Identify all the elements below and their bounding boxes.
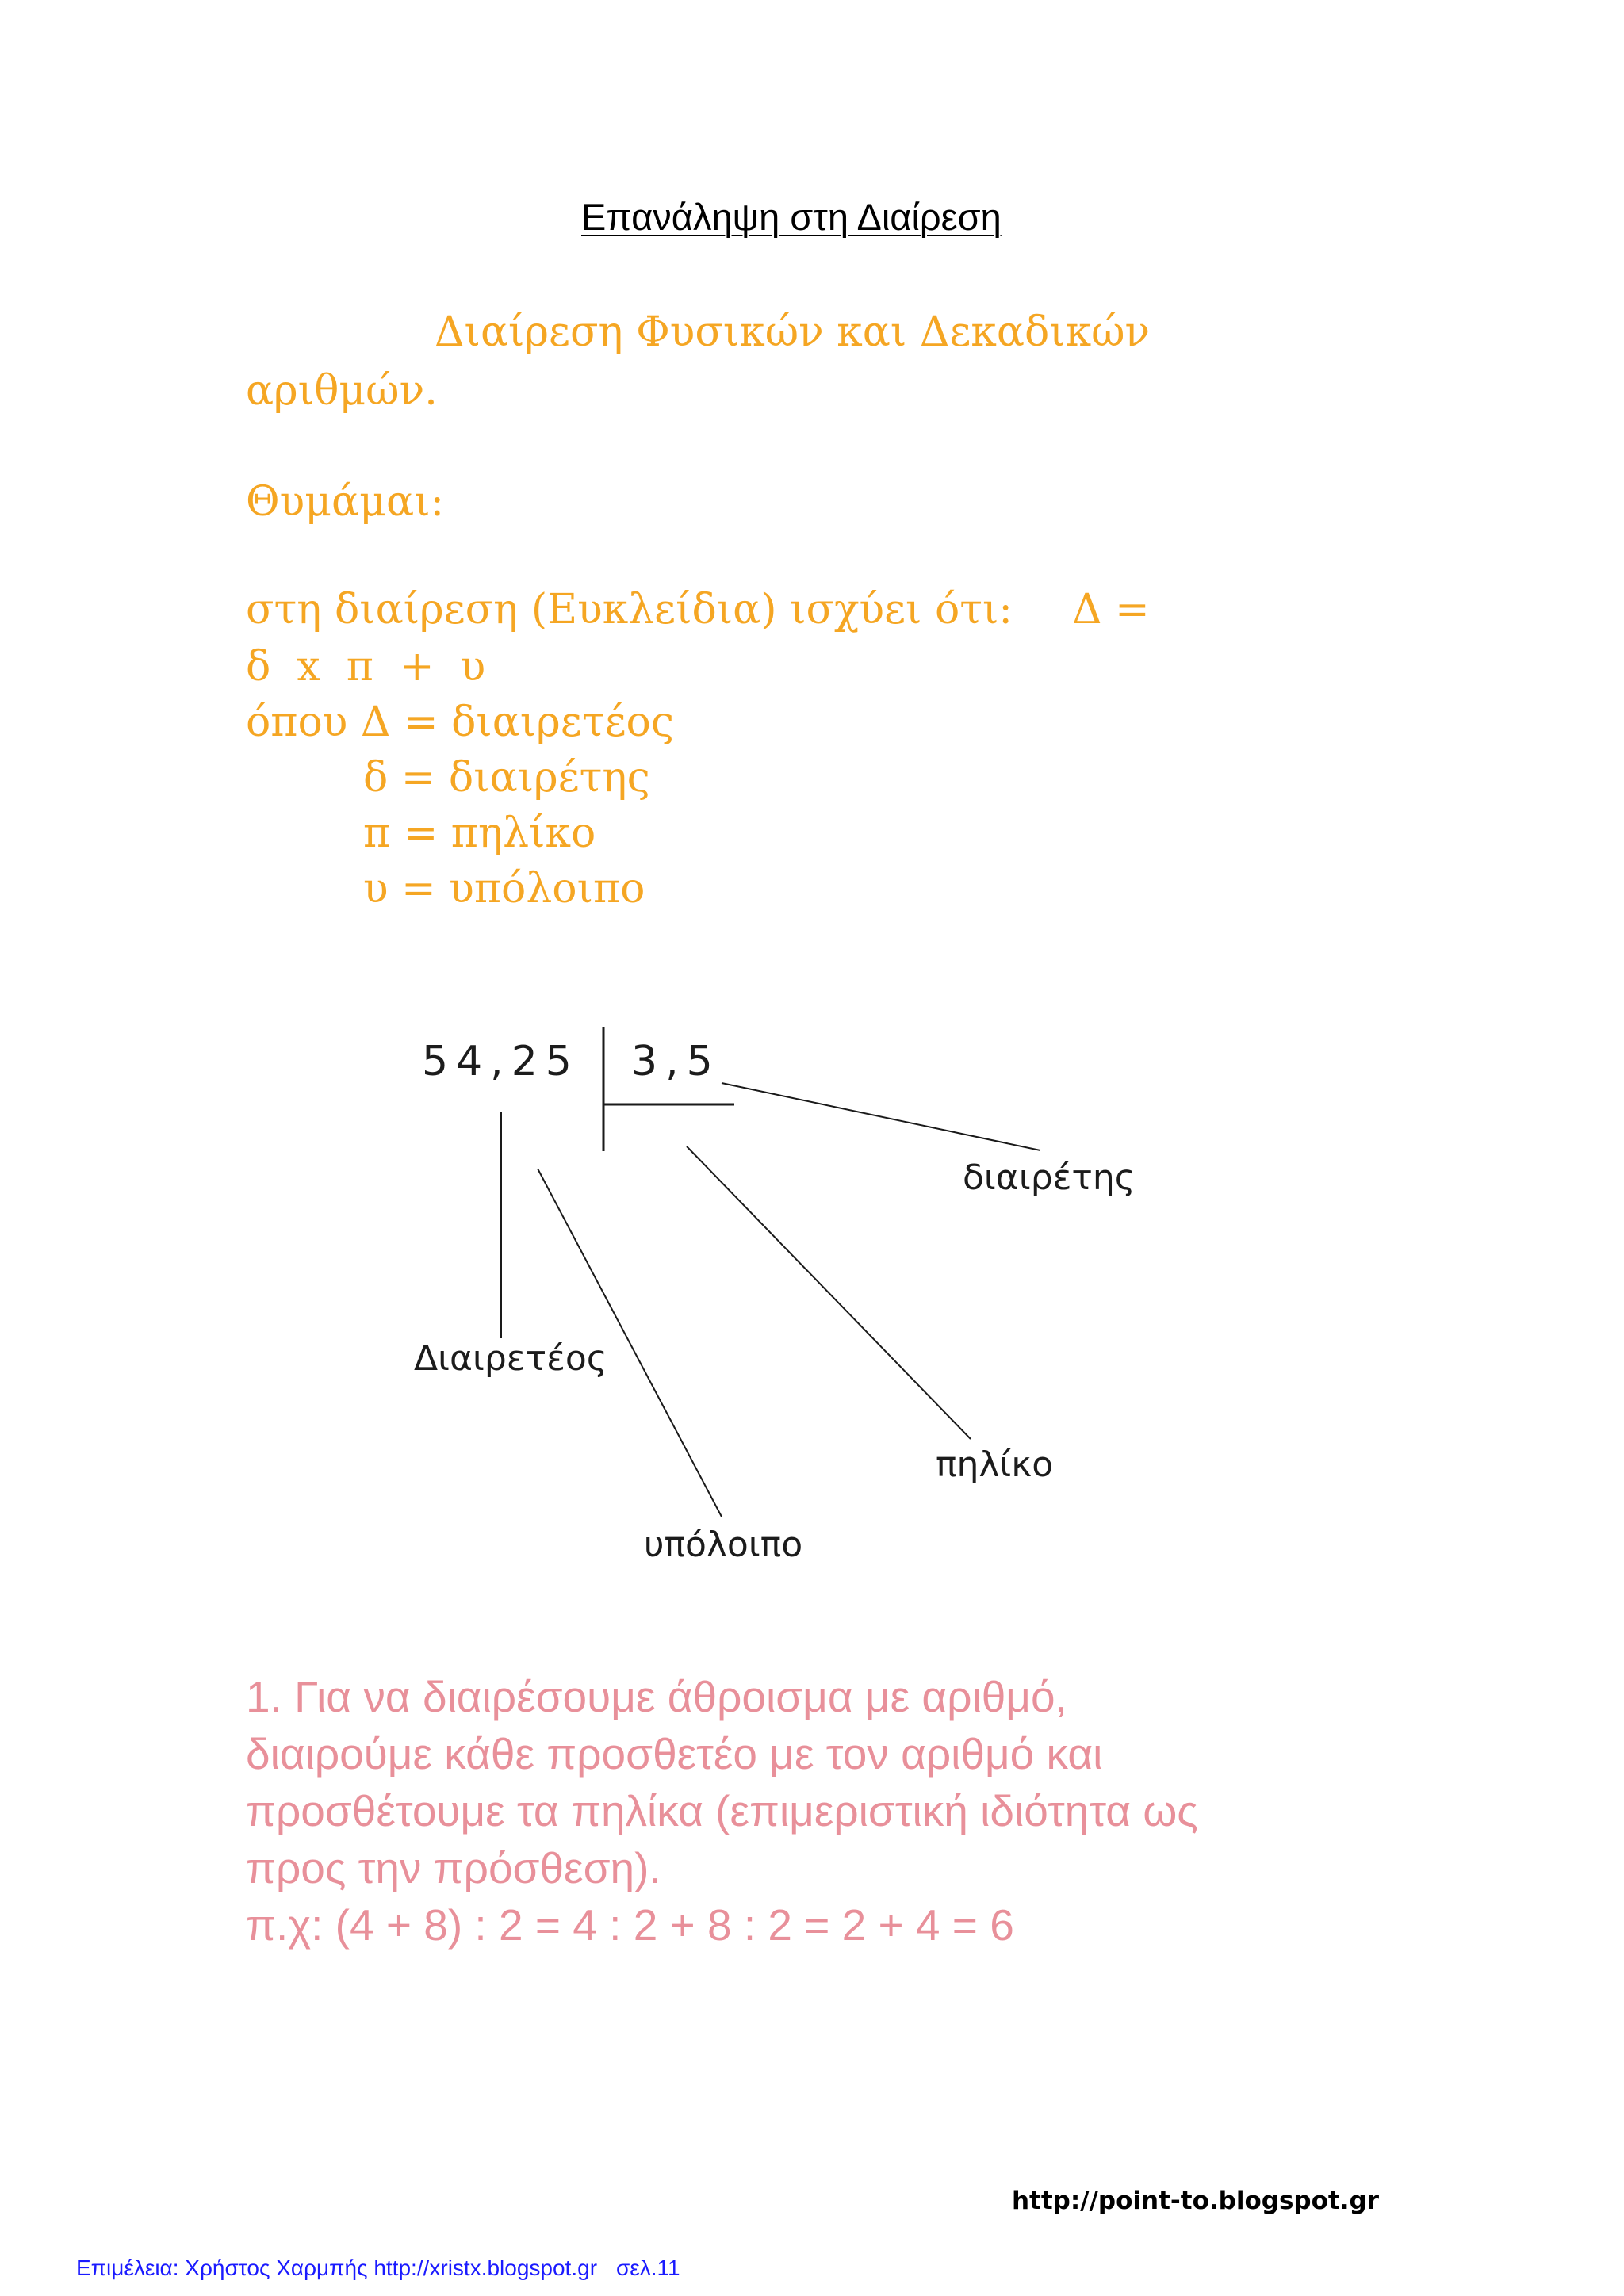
divisor-label: διαιρέτης (963, 1158, 1136, 1198)
definition-remainder-line: υ = υπόλοιπο (363, 865, 645, 913)
footer-site-link[interactable]: http://point-to.blogspot.gr (1011, 2187, 1379, 2215)
divisor-pointer-line (722, 1083, 1040, 1150)
rule1-line3: προσθέτουμε τα πηλίκα (επιμεριστική ιδιότητα ως (246, 1786, 1198, 1835)
rule1-example: π.χ: (4 + 8) : 2 = 4 : 2 + 8 : 2 = 2 + 4 = 6 (246, 1900, 1014, 1950)
remember-label: Θυμάμαι: (246, 478, 444, 526)
definition-line1: στη διαίρεση (Ευκλείδια) ισχύει ότι: (246, 586, 1013, 633)
page-title: Επανάληψη στη Διαίρεση (581, 196, 1002, 238)
rule1-line2: διαιρούμε κάθε προσθετέο με τον αριθμό και (246, 1729, 1103, 1778)
section-heading-line1: Διαίρεση Φυσικών και Δεκαδικών (435, 308, 1151, 356)
definition-line1-tail: Δ = (1072, 586, 1150, 633)
rule1-line4: προς την πρόσθεση). (246, 1843, 661, 1892)
dividend-label: Διαιρετέος (414, 1338, 607, 1379)
dividend-value: 54,25 (422, 1038, 580, 1085)
definition-divisor-line: δ = διαιρέτης (363, 754, 650, 802)
remainder-label: υπόλοιπο (644, 1525, 803, 1565)
definition-where-line: όπου Δ = διαιρετέος (246, 698, 674, 746)
definition-formula: δ x π + υ (246, 643, 486, 691)
page-number: σελ.11 (616, 2256, 680, 2280)
quotient-pointer-line (687, 1146, 971, 1439)
footer-credit-text[interactable]: Επιμέλεια: Χρήστος Χαρμπής http://xristx.blogspot.gr (76, 2256, 598, 2280)
quotient-label: πηλίκο (936, 1445, 1054, 1485)
rule1-line1: 1. Για να διαιρέσουμε άθροισμα με αριθμό, (246, 1672, 1067, 1721)
definition-quotient-line: π = πηλίκο (363, 809, 596, 857)
section-heading-line2: αριθμών. (246, 367, 438, 415)
footer-credit (76, 2256, 699, 2281)
divisor-value: 3,5 (631, 1038, 721, 1085)
